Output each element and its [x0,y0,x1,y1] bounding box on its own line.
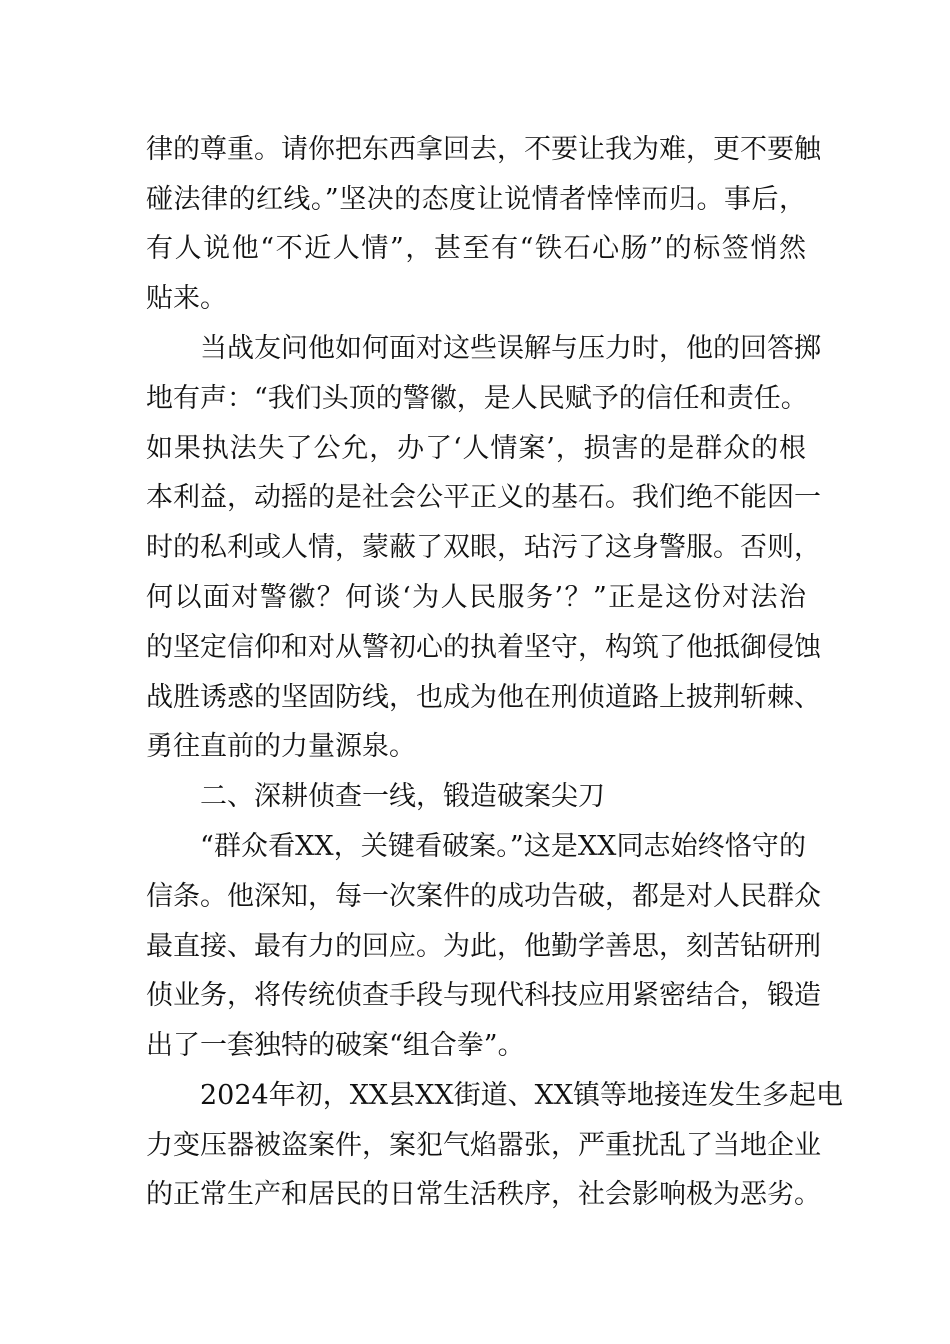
paragraph-line: 的正常生产和居民的日常生活秩序，社会影响极为恶劣。 [146,1179,821,1210]
paragraph-line: 律的尊重。请你把东西拿回去，不要让我为难，更不要触 [146,134,821,165]
paragraph-line: 如果执法失了公允，办了‘人情案’，损害的是群众的根 [146,433,806,464]
paragraph-line: 何以面对警徽？何谈‘为人民服务’？”正是这份对法治 [146,582,806,613]
paragraph-first-line: “群众看XX，关键看破案。”这是XX同志始终恪守的 [200,831,806,862]
paragraph-line: 信条。他深知，每一次案件的成功告破，都是对人民群众 [146,881,821,912]
paragraph-line: 本利益，动摇的是社会公平正义的基石。我们绝不能因一 [146,482,821,513]
paragraph-line: 侦业务，将传统侦查手段与现代科技应用紧密结合，锻造 [146,980,821,1011]
paragraph-line: 勇往直前的力量源泉。 [146,731,416,762]
paragraph-line: 战胜诱惑的坚固防线，也成为他在刑侦道路上披荆斩棘、 [146,682,821,713]
paragraph-line: 有人说他“不近人情”，甚至有“铁石心肠”的标签悄然 [146,233,806,264]
paragraph-line: 最直接、最有力的回应。为此，他勤学善思，刻苦钻研刑 [146,931,821,962]
paragraph-line: 的坚定信仰和对从警初心的执着坚守，构筑了他抵御侵蚀 [146,632,821,663]
paragraph-first-line: 当战友问他如何面对这些误解与压力时，他的回答掷 [200,333,821,364]
paragraph-first-line: 2024年初，XX县XX街道、XX镇等地接连发生多起电 [200,1080,844,1111]
paragraph-line: 碰法律的红线。”坚决的态度让说情者悻悻而归。事后， [146,184,806,215]
paragraph-line: 时的私利或人情，蒙蔽了双眼，玷污了这身警服。否则， [146,532,821,563]
paragraph-line: 地有声：“我们头顶的警徽，是人民赋予的信任和责任。 [146,383,808,414]
section-heading: 二、深耕侦查一线，锻造破案尖刀 [200,781,605,812]
paragraph-line: 力变压器被盗案件，案犯气焰嚣张，严重扰乱了当地企业 [146,1130,821,1161]
paragraph-line: 贴来。 [146,283,227,314]
paragraph-line: 出了一套独特的破案“组合拳”。 [146,1030,525,1061]
